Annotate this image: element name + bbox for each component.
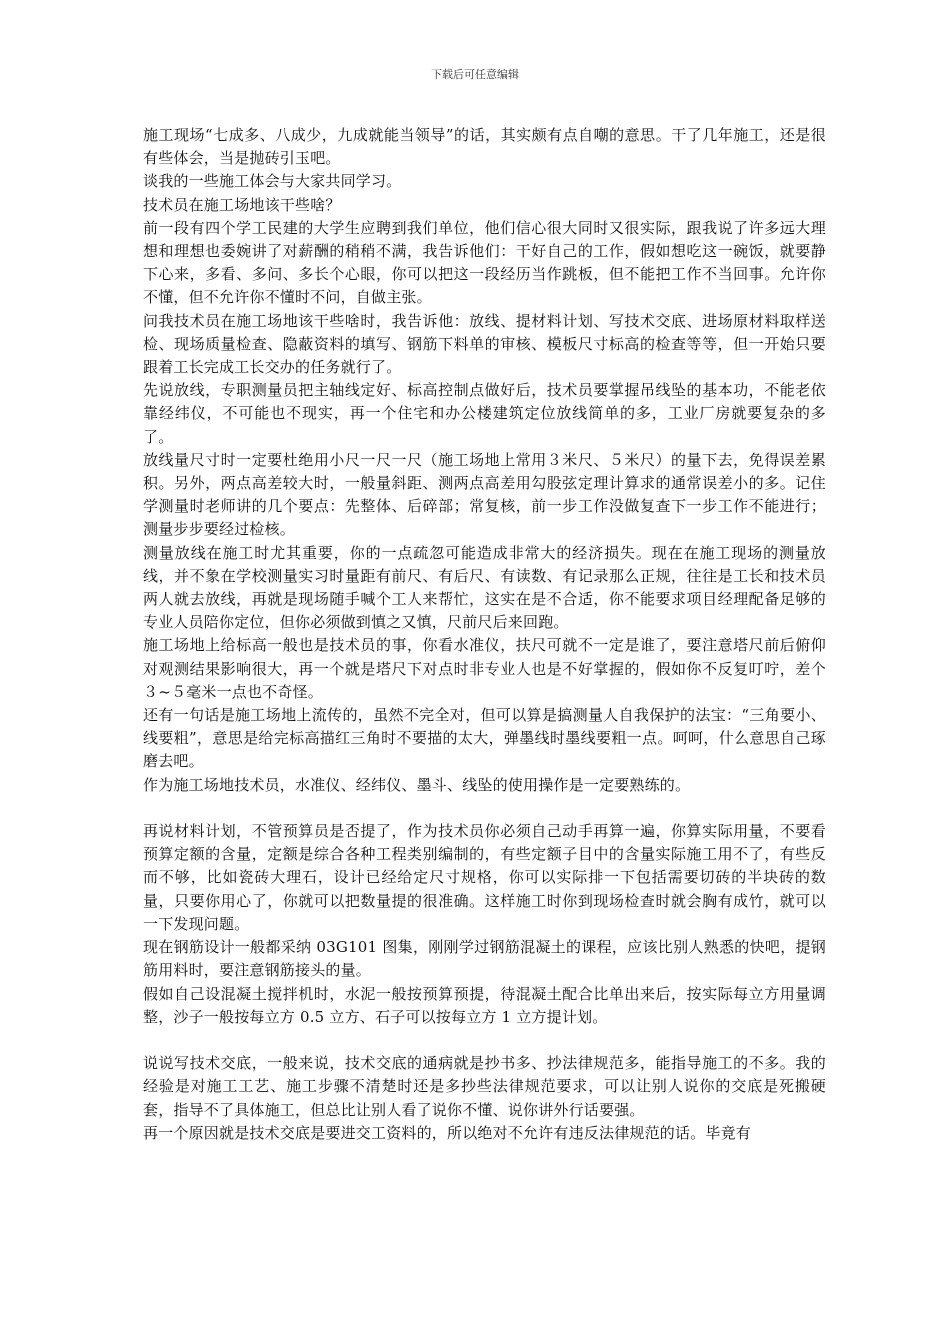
paragraph: 问我技术员在施工场地该干些啥时，我告诉他：放线、提材料计划、写技术交底、进场原材料取样送检、现场质量检查、隐蔽资料的填写、钢筋下料单的审核、模板尺寸标高的检查等等，但一开始只要跟着工长完成工长交办的任务就行了。	[143, 311, 826, 377]
paragraph: 测量放线在施工时尤其重要，你的一点疏忽可能造成非常大的经济损失。现在在施工现场的测量放线，并不象在学校测量实习时量距有前尺、有后尺、有读数、有记录那么正规，往往是工长和技术员两人就去放线，再就是现场随手喊个工人来帮忙，这实在是不合适，你不能要求项目经理配备足够的专业人员陪你定位，但你必须做到慎之又慎，尺前尺后来回跑。	[143, 543, 826, 632]
paragraph: 施工场地上给标高一般也是技术员的事，你看水准仪，扶尺可就不一定是谁了，要注意塔尺前后俯仰对观测结果影响很大，再一个就是塔尺下对点时非专业人也是不好掌握的，假如你不反复叮咛，差个３~５毫米一点也不奇怪。	[143, 636, 826, 701]
paragraph: 技术员在施工场地该干些啥？	[143, 195, 341, 214]
paragraph: 作为施工场地技术员，水准仪、经纬仪、墨斗、线坠的使用操作是一定要熟练的。	[143, 775, 691, 794]
paragraph: 再说材料计划，不管预算员是否提了，作为技术员你必须自己动手再算一遍，你算实际用量，不要看预算定额的含量，定额是综合各种工程类别编制的，有些定额子目中的含量实际施工用不了，有些反而不够，比如瓷砖大理石，设计已经给定尺寸规格，你可以实际排一下包括需要切砖的半块砖的数量，只要你用心了，你就可以把数量提的很准确。这样施工时你到现场检查时就会胸有成竹，就可以一下发现问题。	[143, 822, 826, 933]
paragraph: 施工现场“七成多、八成少，九成就能当领导”的话，其实颇有点自嘲的意思。干了几年施工，还是很有些体会，当是抛砖引玉吧。	[143, 126, 826, 168]
paragraph: 放线量尺寸时一定要杜绝用小尺一尺一尺（施工场地上常用３米尺、５米尺）的量下去，免得误差累积。另外，两点高差较大时，一般量斜距、测两点高差用勾股弦定理计算求的通常误差小的多。记住学测量时老师讲的几个要点：先整体、后碎部；常复核，前一步工作没做复查下一步工作不能进行；测量步步要经过检核。	[143, 450, 826, 539]
paragraph-spacer	[143, 1029, 826, 1052]
paragraph: 再一个原因就是技术交底是要进交工资料的，所以绝对不允许有违反法律规范的话。毕竟有	[143, 1123, 752, 1142]
paragraph: 还有一句话是施工场地上流传的，虽然不完全对，但可以算是搞测量人自我保护的法宝：“三角要小、线要粗”，意思是给完标高描红三角时不要描的太大，弹墨线时墨线要粗一点。呵呵，什么意思自己琢磨去吧。	[143, 706, 826, 771]
paragraph: 先说放线，专职测量员把主轴线定好、标高控制点做好后，技术员要掌握吊线坠的基本功，不能老依靠经纬仪，不可能也不现实，再一个住宅和办公楼建筑定位放线简单的多，工业厂房就要复杂的多了。	[143, 381, 826, 446]
paragraph: 说说写技术交底，一般来说，技术交底的通病就是抄书多、抄法律规范多，能指导施工的不多。我的经验是对施工工艺、施工步骤不清楚时还是多抄些法律规范要求，可以让别人说你的交底是死搬硬套，指导不了具体施工，但总比让别人看了说你不懂、说你讲外行话要强。	[143, 1054, 826, 1119]
paragraph: 谈我的一些施工体会与大家共同学习。	[143, 172, 402, 191]
document-body	[143, 124, 826, 1145]
paragraph-spacer	[143, 797, 826, 820]
paragraph: 前一段有四个学工民建的大学生应聘到我们单位，他们信心很大同时又很实际，跟我说了许多远大理想和理想也委婉讲了对薪酬的稍稍不满，我告诉他们：干好自己的工作，假如想吃这一碗饭，就要静下心来，多看、多问、多长个心眼，你可以把这一段经历当作跳板，但不能把工作不当回事。允许你不懂，但不允许你不懂时不问，自做主张。	[143, 218, 826, 307]
page-header: 下载后可任意编辑	[431, 68, 519, 81]
paragraph: 现在钢筋设计一般都采纳 03G101 图集，刚刚学过钢筋混凝土的课程，应该比别人熟悉的快吧，提钢筋用料时，要注意钢筋接头的量。	[143, 938, 826, 980]
paragraph: 假如自己设混凝土搅拌机时，水泥一般按预算预提，待混凝土配合比单出来后，按实际每立方用量调整，沙子一般按每立方 0.5 立方、石子可以按每立方 1 立方提计划。	[143, 984, 826, 1026]
